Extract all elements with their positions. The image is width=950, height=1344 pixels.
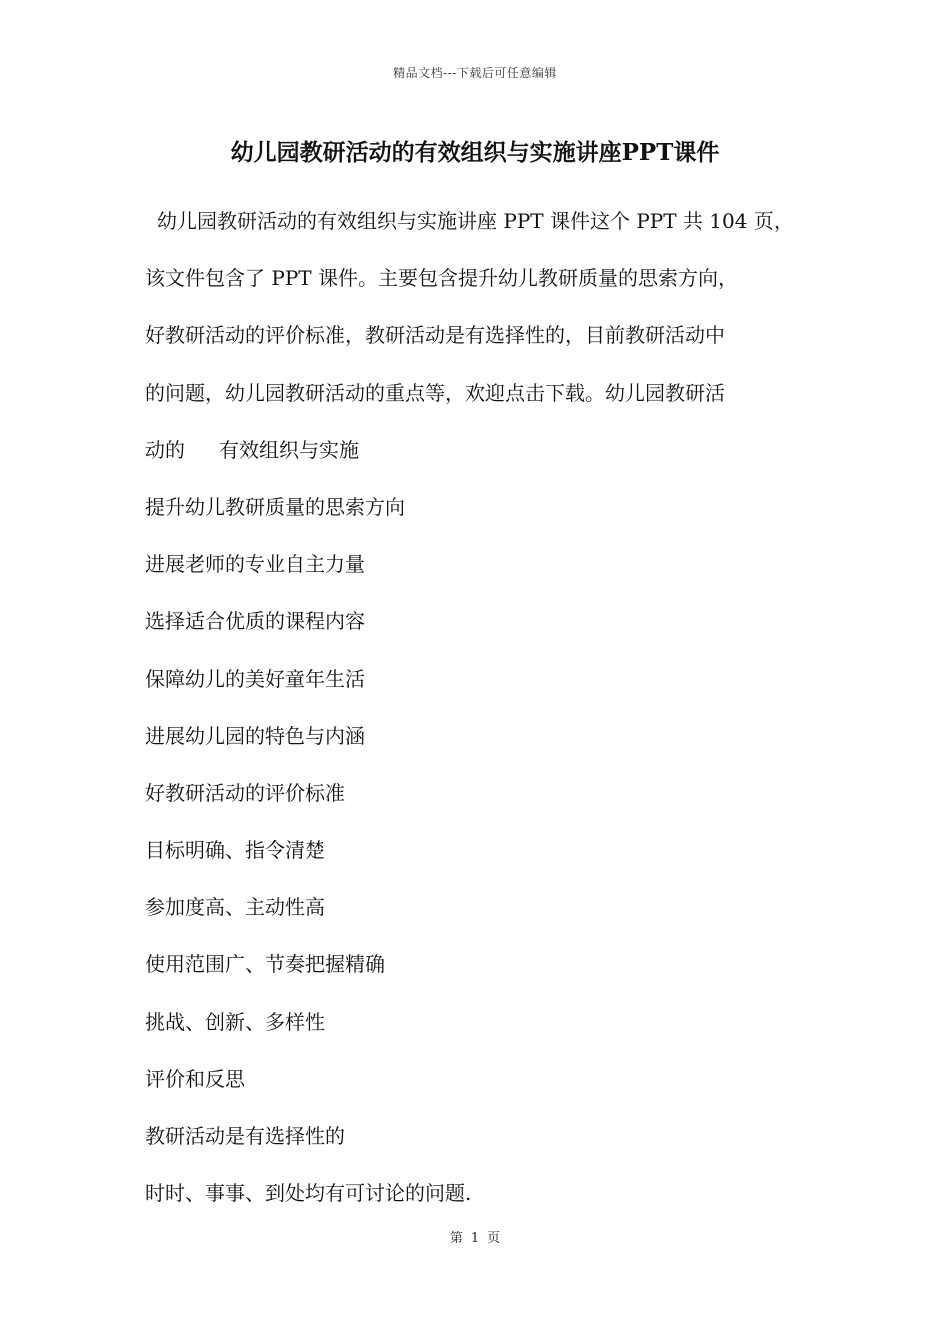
list-item: 使用范围广、节奏把握精确	[145, 952, 385, 977]
list-item: 教研活动是有选择性的	[145, 1124, 345, 1148]
heading-line-part1: 动的	[145, 437, 185, 462]
page-number: 1	[470, 1231, 480, 1246]
heading-line-part2: 有效组织与实施	[219, 437, 359, 462]
intro-line-2: 该文件包含了 PPT 课件。主要包含提升幼儿教研质量的思索方向，	[145, 266, 738, 291]
list-item: 时时、事事、到处均有可讨论的问题.	[145, 1181, 472, 1206]
list-item: 挑战、创新、多样性	[145, 1009, 325, 1034]
page-header: 精品文档---下载后可任意编辑	[393, 66, 557, 80]
list-item: 保障幼儿的美好童年生活	[145, 666, 365, 691]
document-title: 幼儿园教研活动的有效组织与实施讲座PPT课件	[230, 139, 720, 166]
list-item: 评价和反思	[145, 1066, 245, 1091]
list-item: 参加度高、主动性高	[145, 895, 325, 920]
footer-prefix: 第	[449, 1231, 463, 1246]
list-item: 进展老师的专业自主力量	[145, 552, 365, 577]
list-item: 好教研活动的评价标准	[145, 780, 345, 805]
intro-line-1: 幼儿园教研活动的有效组织与实施讲座 PPT 课件这个 PPT 共 104 页，	[157, 209, 794, 233]
heading-line	[145, 422, 845, 479]
list-item: 选择适合优质的课程内容	[145, 609, 365, 634]
intro-line-3: 好教研活动的评价标准，教研活动是有选择性的，目前教研活动中	[145, 323, 725, 348]
list-item: 目标明确、指令清楚	[145, 838, 325, 863]
page-footer	[0, 1227, 950, 1246]
list-item: 进展幼儿园的特色与内涵	[145, 723, 365, 748]
intro-line-4: 的问题，幼儿园教研活动的重点等，欢迎点击下载。幼儿园教研活	[145, 380, 725, 405]
list-item: 提升幼儿教研质量的思索方向	[145, 494, 405, 519]
footer-suffix: 页	[487, 1231, 501, 1246]
document-body	[145, 193, 845, 1222]
